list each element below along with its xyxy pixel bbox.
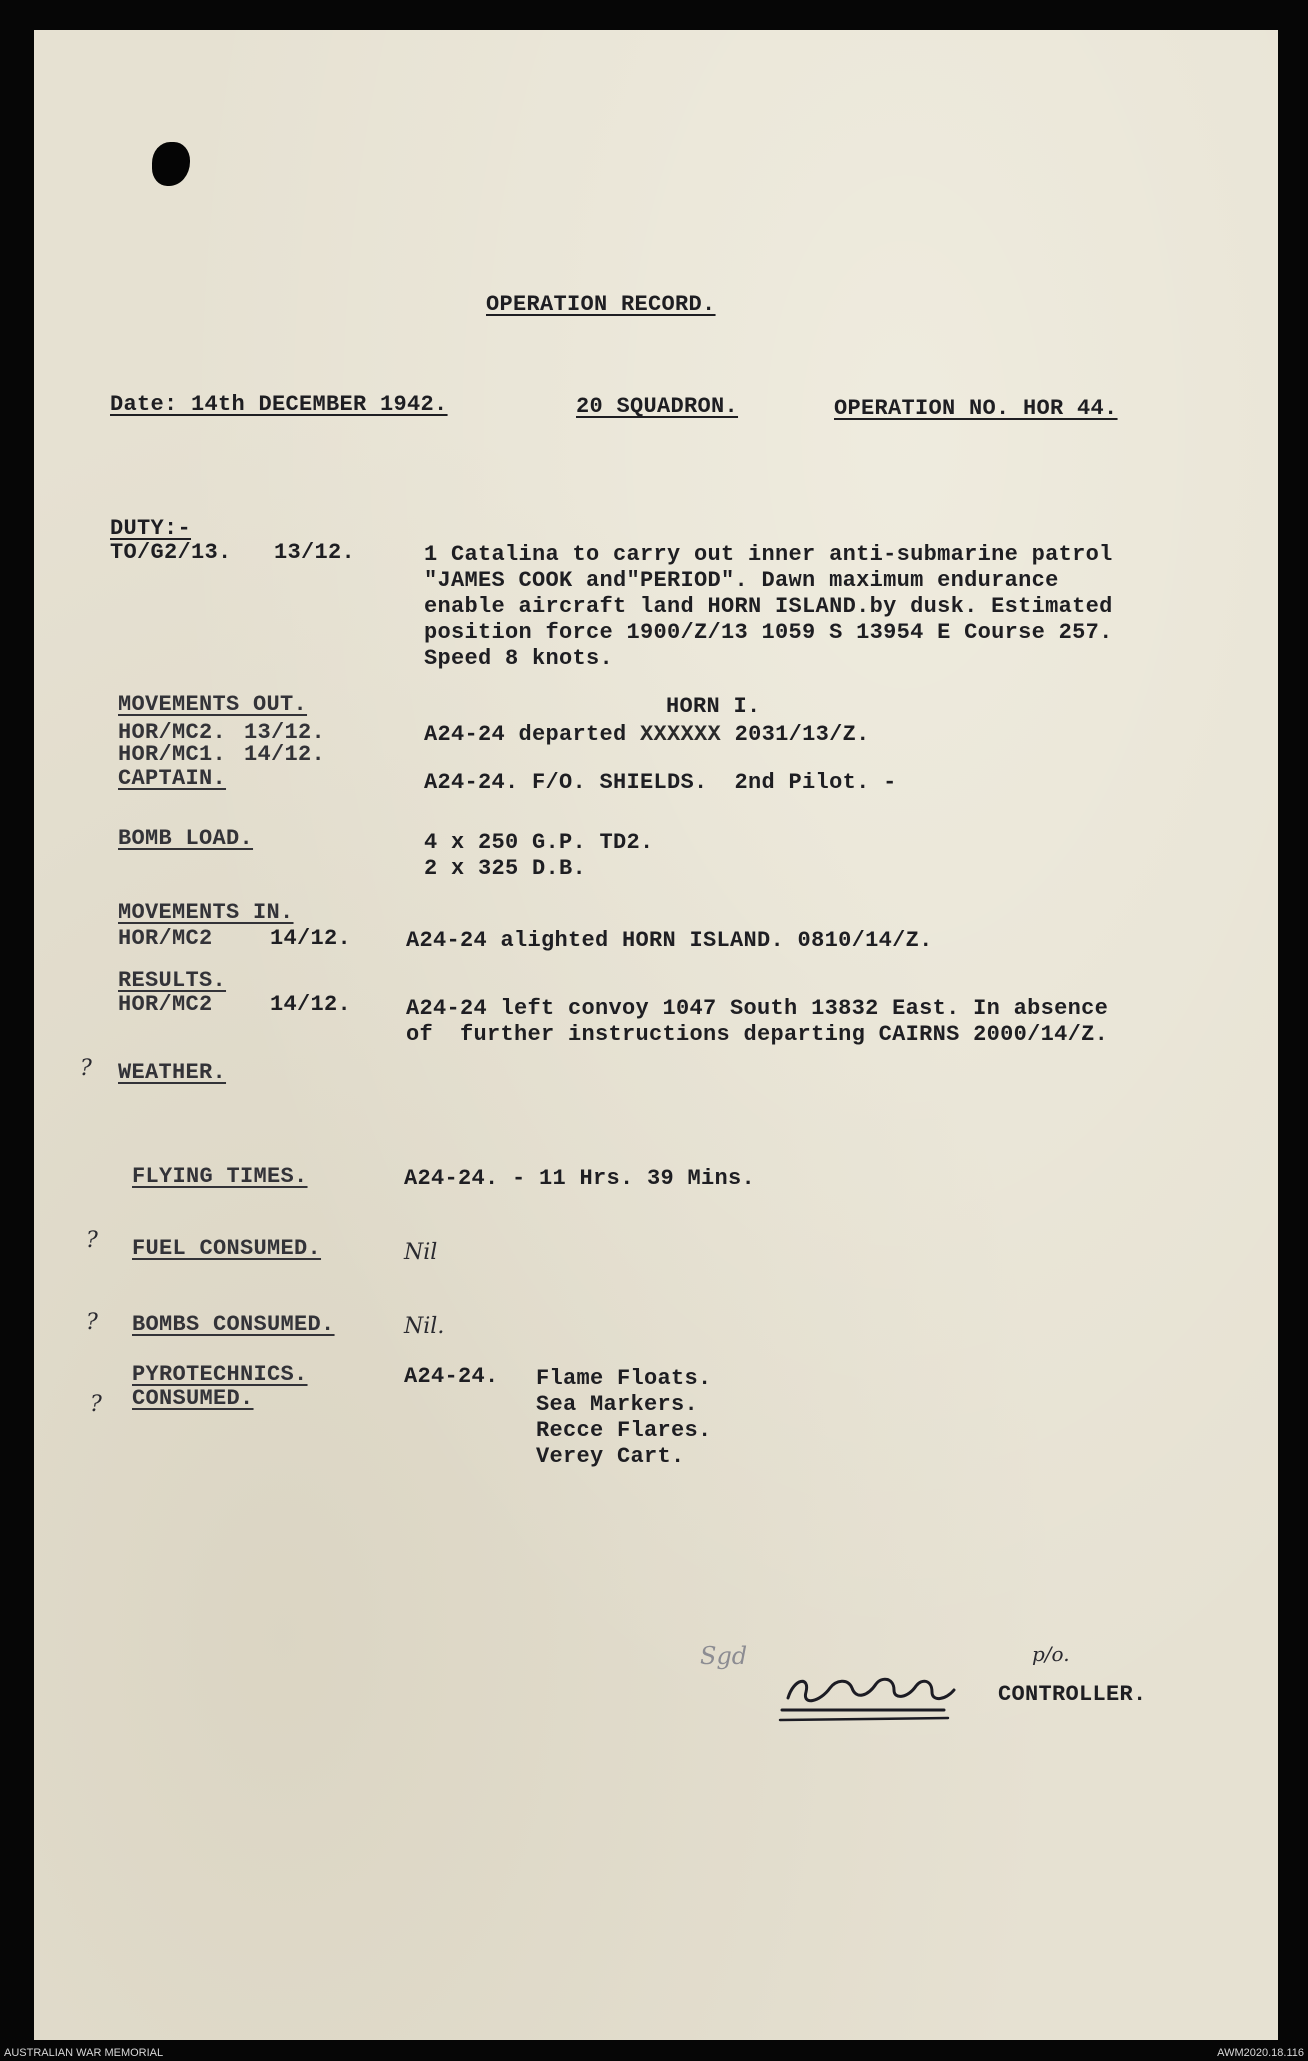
sgd-note: Sgd bbox=[700, 1642, 748, 1670]
flying-times-text: A24-24. - 11 Hrs. 39 Mins. bbox=[404, 1166, 756, 1191]
handwritten-signature bbox=[776, 1648, 996, 1728]
movements-out-suffix: 2031/13/Z. bbox=[721, 722, 870, 747]
fuel-consumed-label: FUEL CONSUMED. bbox=[132, 1236, 322, 1261]
bomb-load-line-2: 2 x 325 D.B. bbox=[424, 856, 587, 881]
results-line-2: of further instructions departing CAIRNS 2000/14/Z. bbox=[406, 1022, 1109, 1047]
signature-underline-2 bbox=[780, 1718, 948, 1720]
operation-number-heading: OPERATION NO. HOR 44. bbox=[834, 396, 1118, 421]
pyrotechnics-item-1: Flame Floats. bbox=[536, 1366, 712, 1391]
results-line-1: A24-24 left convoy 1047 South 13832 East. In absence bbox=[406, 996, 1109, 1021]
bomb-load-line-1: 4 x 250 G.P. TD2. bbox=[424, 830, 654, 855]
pyrotechnics-aircraft: A24-24. bbox=[404, 1364, 499, 1389]
results-label: RESULTS. bbox=[118, 968, 227, 993]
duty-ref-date: 13/12. bbox=[274, 540, 356, 565]
movements-out-text bbox=[424, 722, 870, 748]
bomb-load-label: BOMB LOAD. bbox=[118, 826, 254, 851]
punch-hole bbox=[152, 142, 190, 186]
movements-in-text: A24-24 alighted HORN ISLAND. 0810/14/Z. bbox=[406, 928, 933, 953]
document-page bbox=[34, 30, 1278, 2040]
movements-out-insert: HORN I. bbox=[666, 694, 761, 719]
weather-query-mark: ? bbox=[80, 1056, 92, 1081]
consumed-label: CONSUMED. bbox=[132, 1386, 254, 1411]
movements-out-label: MOVEMENTS OUT. bbox=[118, 692, 308, 717]
pyrotechnics-item-2: Sea Markers. bbox=[536, 1392, 699, 1417]
footer-accession: AWM2020.18.116 bbox=[1217, 2047, 1304, 2059]
movements-out-prefix: A24-24 departed bbox=[424, 722, 641, 747]
pyrotechnics-item-4: Verey Cart. bbox=[536, 1444, 685, 1469]
captain-label: CAPTAIN. bbox=[118, 766, 227, 791]
results-ref: HOR/MC2 bbox=[118, 992, 213, 1017]
movements-out-ref-1: HOR/MC2. bbox=[118, 720, 227, 745]
signature-per: p/o. bbox=[1032, 1642, 1070, 1666]
pyrotechnics-item-3: Recce Flares. bbox=[536, 1418, 712, 1443]
movements-in-label: MOVEMENTS IN. bbox=[118, 900, 294, 925]
duty-line-2: "JAMES COOK and"PERIOD". Dawn maximum endurance bbox=[424, 568, 1059, 593]
duty-line-5: Speed 8 knots. bbox=[424, 646, 614, 671]
duty-line-3: enable aircraft land HORN ISLAND.by dusk. Estimated bbox=[424, 594, 1113, 619]
bombs-query-mark: ? bbox=[86, 1310, 98, 1335]
duty-line-1: 1 Catalina to carry out inner anti-submarine patrol bbox=[424, 542, 1113, 567]
results-date: 14/12. bbox=[270, 992, 352, 1017]
controller-label: CONTROLLER. bbox=[998, 1682, 1147, 1707]
signature-stroke bbox=[788, 1679, 954, 1701]
duty-ref: TO/G2/13. bbox=[110, 540, 232, 565]
page-title: OPERATION RECORD. bbox=[486, 292, 716, 317]
captain-text: A24-24. F/O. SHIELDS. 2nd Pilot. - bbox=[424, 770, 897, 795]
fuel-query-mark: ? bbox=[86, 1228, 98, 1253]
movements-in-ref: HOR/MC2 bbox=[118, 926, 213, 951]
date-heading: Date: 14th DECEMBER 1942. bbox=[110, 392, 448, 417]
pyrotechnics-query-mark: ? bbox=[90, 1392, 102, 1417]
bombs-consumed-label: BOMBS CONSUMED. bbox=[132, 1312, 335, 1337]
fuel-consumed-value: Nil bbox=[404, 1240, 438, 1265]
movements-out-date-2: 14/12. bbox=[244, 742, 326, 767]
weather-label: WEATHER. bbox=[118, 1060, 227, 1085]
duty-label: DUTY:- bbox=[110, 516, 192, 541]
movements-out-date-1: 13/12. bbox=[244, 720, 326, 745]
duty-line-4: position force 1900/Z/13 1059 S 13954 E Course 257. bbox=[424, 620, 1113, 645]
squadron-heading: 20 SQUADRON. bbox=[576, 394, 739, 419]
footer-institution: AUSTRALIAN WAR MEMORIAL bbox=[4, 2047, 164, 2059]
pyrotechnics-label: PYROTECHNICS. bbox=[132, 1362, 308, 1387]
flying-times-label: FLYING TIMES. bbox=[132, 1164, 308, 1189]
movements-out-ref-2: HOR/MC1. bbox=[118, 742, 227, 767]
struck-text: XXXXXX bbox=[640, 722, 722, 747]
movements-in-date: 14/12. bbox=[270, 926, 352, 951]
bombs-consumed-value: Nil. bbox=[404, 1314, 445, 1339]
